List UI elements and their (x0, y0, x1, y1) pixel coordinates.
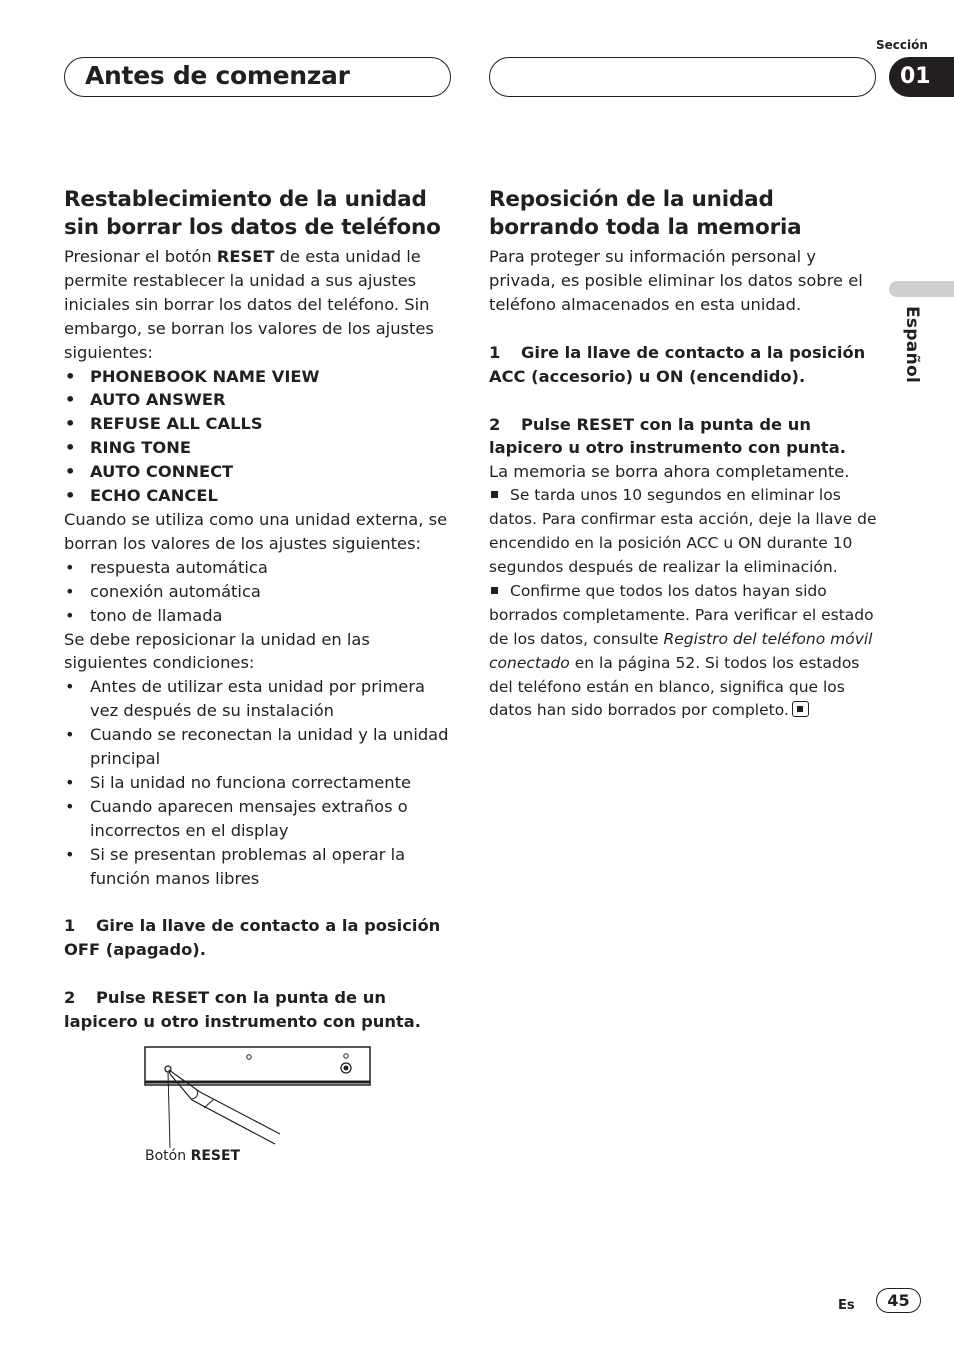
right-column (489, 186, 881, 723)
language-tab (889, 281, 954, 297)
step-text: Pulse RESET con la punta de un lapicero u otro instrumento con punta. (489, 414, 846, 458)
step-number: 2 (489, 414, 501, 434)
list-item: • respuesta automática (64, 556, 456, 580)
note-text: Confirme que todos los datos hayan sido borrados completamente. Para verificar el estado de los datos, consulte (489, 581, 874, 648)
external-list (64, 556, 456, 628)
square-bullet-icon (491, 491, 498, 498)
list-item: • REFUSE ALL CALLS (64, 412, 456, 436)
right-heading: Reposición de la unidad borrando toda la memoria (489, 187, 802, 240)
note-2 (489, 580, 881, 723)
footer-language-code: Es (838, 1298, 855, 1313)
right-step-1 (489, 341, 881, 389)
list-item: • ECHO CANCEL (64, 484, 456, 508)
caption-pre: Botón (145, 1148, 191, 1164)
left-column (64, 186, 456, 1034)
left-step-2 (64, 986, 456, 1034)
list-item: • RING TONE (64, 436, 456, 460)
list-item: • Si la unidad no funciona correctamente (64, 771, 456, 795)
header-title-pill (64, 57, 451, 97)
left-heading: Restablecimiento de la unidad sin borrar los datos de teléfono (64, 187, 441, 240)
page-title: Antes de comenzar (85, 61, 350, 90)
list-item: • Si se presentan problemas al operar la función manos libres (64, 843, 456, 891)
figure-caption (145, 1148, 240, 1164)
note-text: Se tarda unos 10 segundos en eliminar los datos. Para confirmar esta acción, deje la llave de encendido en la posición ACC u ON durante 10 segundos después de realizar la eliminación. (489, 486, 877, 576)
caption-bold: RESET (190, 1148, 241, 1164)
section-number-badge: 01 (889, 57, 954, 97)
list-item: • AUTO ANSWER (64, 388, 456, 412)
header-blank-pill (489, 57, 876, 97)
note-1 (489, 484, 881, 580)
page-number: 45 (876, 1288, 921, 1313)
list-item: • PHONEBOOK NAME VIEW (64, 365, 456, 389)
settings-list (64, 365, 456, 508)
conditions-list (64, 675, 456, 890)
square-bullet-icon (491, 587, 498, 594)
list-item: • conexión automática (64, 580, 456, 604)
list-item: • Cuando se reconectan la unidad y la unidad principal (64, 723, 456, 771)
note-text: en la página 52. Si todos los estados del teléfono están en blanco, significa que los datos han sido borrados por completo. (489, 653, 860, 720)
left-intro-pre: Presionar el botón (64, 247, 217, 266)
list-item: • AUTO CONNECT (64, 460, 456, 484)
left-intro (64, 245, 456, 365)
left-intro-post: de esta unidad le permite restablecer la unidad a sus ajustes iniciales sin borrar los datos del teléfono. Sin embargo, se borran los valores de los ajustes siguientes: (64, 247, 434, 362)
left-intro-bold: RESET (216, 247, 275, 266)
note-italic-reference: Registro del teléfono móvil conectado (489, 629, 873, 672)
external-intro: Cuando se utiliza como una unidad externa, se borran los valores de los ajustes siguientes: (64, 509, 448, 553)
step-number: 2 (64, 988, 76, 1008)
list-item: • tono de llamada (64, 604, 456, 628)
step-text: Gire la llave de contacto a la posición ACC (accesorio) u ON (encendido). (489, 342, 866, 386)
end-of-section-icon (792, 701, 809, 717)
language-label: Español (902, 306, 922, 384)
conditions-intro: Se debe reposicionar la unidad en las siguientes condiciones: (64, 629, 370, 673)
step-number: 1 (489, 342, 501, 362)
step-text: Gire la llave de contacto a la posición OFF (apagado). (64, 916, 441, 960)
section-label: Sección (876, 38, 928, 52)
step-number: 1 (64, 916, 76, 936)
step-text: Pulse RESET con la punta de un lapicero u otro instrumento con punta. (64, 988, 421, 1032)
list-item: • Cuando aparecen mensajes extraños o incorrectos en el display (64, 795, 456, 843)
right-step-2 (489, 413, 881, 461)
right-intro: Para proteger su información personal y privada, es posible eliminar los datos sobre el teléfono almacenados en esta unidad. (489, 247, 863, 314)
step-2-result: La memoria se borra ahora completamente. (489, 462, 850, 482)
list-item: • Antes de utilizar esta unidad por primera vez después de su instalación (64, 675, 456, 723)
left-step-1 (64, 914, 456, 962)
